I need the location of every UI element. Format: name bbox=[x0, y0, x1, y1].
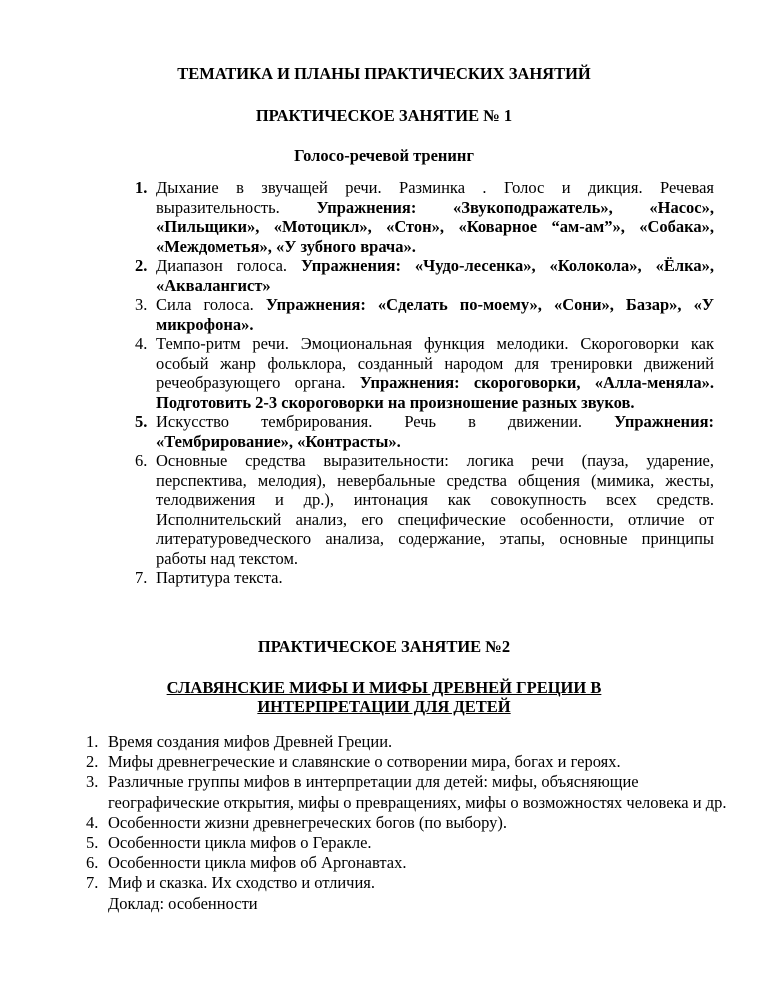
lesson2-note: Доклад: особенности bbox=[108, 893, 258, 913]
list-item: 2. Диапазон голоса. Упражнения: «Чудо-лесенка», «Колокола», «Ёлка», «Аквалангист» bbox=[135, 256, 714, 295]
list-item: 5. Искусство тембрирования. Речь в движении. Упражнения: «Тембрирование», «Контрасты». bbox=[135, 412, 714, 451]
list-item: 7. Миф и сказка. Их сходство и отличия. bbox=[86, 873, 376, 893]
list-item: 7. Партитура текста. bbox=[135, 568, 283, 587]
list-item: 1. Дыхание в звучащей речи. Разминка . Голос и дикция. Речевая выразительность. Упражнения: «Звукоподражатель», «Насос», «Пильщики», «Мотоцикл», «Стон», «Коварное “ам-ам”», «Собака», «Междометья», «У зубного врача». bbox=[135, 178, 714, 256]
list-item: 3. Различные группы мифов в интерпретации для детей: мифы, объясняющие географические открытия, мифы о превращениях, мифы о возможностях человека и др. bbox=[86, 772, 727, 812]
lesson2-heading: ПРАКТИЧЕСКОЕ ЗАНЯТИЕ №2 bbox=[257, 637, 511, 656]
lesson1-list bbox=[135, 178, 715, 588]
list-item: 4. Темпо-ритм речи. Эмоциональная функция мелодики. Скороговорки как особый жанр фольклора, созданный народом для тренировки движений речеобразующего органа. Упражнения: скороговорки, «Алла-меняла». Подготовить 2-3 скороговорки на произношение разных звуков. bbox=[135, 334, 714, 412]
list-item: 6. Основные средства выразительности: логика речи (пауза, ударение, перспектива, мелодия), невербальные средства общения (мимика, жесты, телодвижения и др.), интонация как совокупность всех средств. Исполнительский анализ, его специфические особенности, отличие от литературоведческого анализа, содержание, этапы, основные принципы работы над текстом. bbox=[135, 451, 714, 568]
lesson2-subheading-line2: ИНТЕРПРЕТАЦИИ ДЛЯ ДЕТЕЙ bbox=[257, 697, 511, 716]
page-title: ТЕМАТИКА И ПЛАНЫ ПРАКТИЧЕСКИХ ЗАНЯТИЙ bbox=[177, 64, 591, 83]
list-item: 4. Особенности жизни древнегреческих богов (по выбору). bbox=[86, 812, 508, 832]
lesson1-heading: ПРАКТИЧЕСКОЕ ЗАНЯТИЕ № 1 bbox=[255, 106, 513, 125]
lesson2-list bbox=[86, 732, 748, 914]
list-item: 3. Сила голоса. Упражнения: «Сделать по-моему», «Сони», Базар», «У микрофона». bbox=[135, 295, 715, 334]
list-item: 1. Время создания мифов Древней Греции. bbox=[86, 732, 393, 751]
list-item: 2. Мифы древнегреческие и славянские о сотворении мира, богах и героях. bbox=[86, 752, 621, 772]
lesson2-subheading-line1: СЛАВЯНСКИЕ МИФЫ И МИФЫ ДРЕВНЕЙ ГРЕЦИИ В bbox=[166, 678, 602, 697]
list-item: 5. Особенности цикла мифов о Геракле. bbox=[86, 833, 372, 853]
lesson1-subheading: Голосо-речевой тренинг bbox=[294, 146, 474, 165]
list-item: 6. Особенности цикла мифов об Аргонавтах. bbox=[86, 853, 407, 873]
